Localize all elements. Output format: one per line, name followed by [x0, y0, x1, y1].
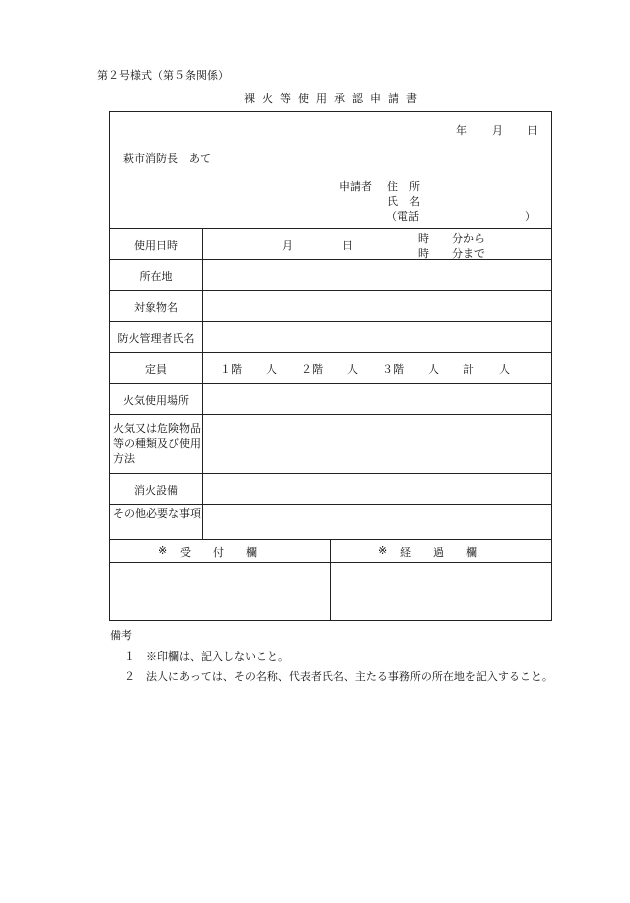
use-start-hour: 時 — [418, 232, 429, 245]
location-label: 所在地 — [139, 270, 173, 283]
capacity-floor1-unit: 人 — [266, 363, 277, 376]
extinguishing-equipment-label: 消火設備 — [134, 484, 178, 497]
use-end-minute: 分まで — [452, 247, 485, 260]
row-divider — [109, 414, 552, 415]
use-start-minute: 分から — [452, 232, 485, 245]
fire-use-place-label: 火気使用場所 — [123, 394, 189, 407]
applicant-name-label: 氏 名 — [387, 195, 420, 208]
capacity-total-unit: 人 — [499, 363, 510, 376]
capacity-label: 定員 — [145, 363, 167, 376]
reception-column-header: 受 付 欄 — [180, 546, 257, 559]
row-divider — [109, 321, 552, 322]
date-day: 日 — [527, 124, 538, 137]
applicant-phone-close: ） — [525, 210, 536, 223]
target-name-label: 対象物名 — [134, 301, 178, 314]
use-date-month: 月 — [282, 239, 293, 252]
reception-mark: ※ — [158, 544, 168, 557]
capacity-floor3: ３階 — [382, 363, 404, 376]
use-end-hour: 時 — [418, 247, 429, 260]
row-divider — [109, 352, 552, 353]
fire-method-label: 火気又は危険物品等の種類及び使用方法 — [113, 422, 201, 465]
capacity-floor1: １階 — [220, 363, 242, 376]
row-divider — [109, 383, 552, 384]
addressee: 萩市消防長 あて — [123, 152, 211, 165]
date-month: 月 — [492, 124, 503, 137]
form-number-label: 第２号様式（第５条関係） — [97, 69, 229, 82]
fire-manager-label: 防火管理者氏名 — [117, 332, 195, 345]
note-number: ２ — [124, 670, 135, 683]
applicant-label: 申請者 — [339, 180, 372, 193]
note-number: １ — [124, 650, 135, 663]
document-title: 裸火等使用承認申請書 — [244, 92, 424, 105]
use-date-day: 日 — [342, 239, 353, 252]
use-datetime-label: 使用日時 — [134, 239, 178, 252]
row-divider — [109, 228, 552, 229]
label-column-divider — [202, 228, 203, 539]
applicant-phone-label: （電話 — [386, 210, 419, 223]
row-divider — [109, 473, 552, 474]
progress-column-header: 経 過 欄 — [400, 546, 477, 559]
other-matters-label: その他必要な事項 — [113, 507, 201, 520]
date-year: 年 — [456, 124, 467, 137]
capacity-floor2: ２階 — [301, 363, 323, 376]
capacity-floor2-unit: 人 — [347, 363, 358, 376]
row-divider — [109, 259, 552, 260]
progress-mark: ※ — [378, 544, 388, 557]
row-divider — [109, 504, 552, 505]
capacity-floor3-unit: 人 — [428, 363, 439, 376]
row-divider — [109, 290, 552, 291]
note-text: 法人にあっては、その名称、代表者氏名、主たる事務所の所在地を記入すること。 — [146, 670, 553, 683]
notes-heading: 備考 — [110, 629, 132, 642]
note-text: ※印欄は、記入しないこと。 — [146, 650, 289, 663]
applicant-address-label: 住 所 — [387, 180, 420, 193]
capacity-total: 計 — [463, 363, 474, 376]
bottom-column-divider — [330, 539, 331, 621]
